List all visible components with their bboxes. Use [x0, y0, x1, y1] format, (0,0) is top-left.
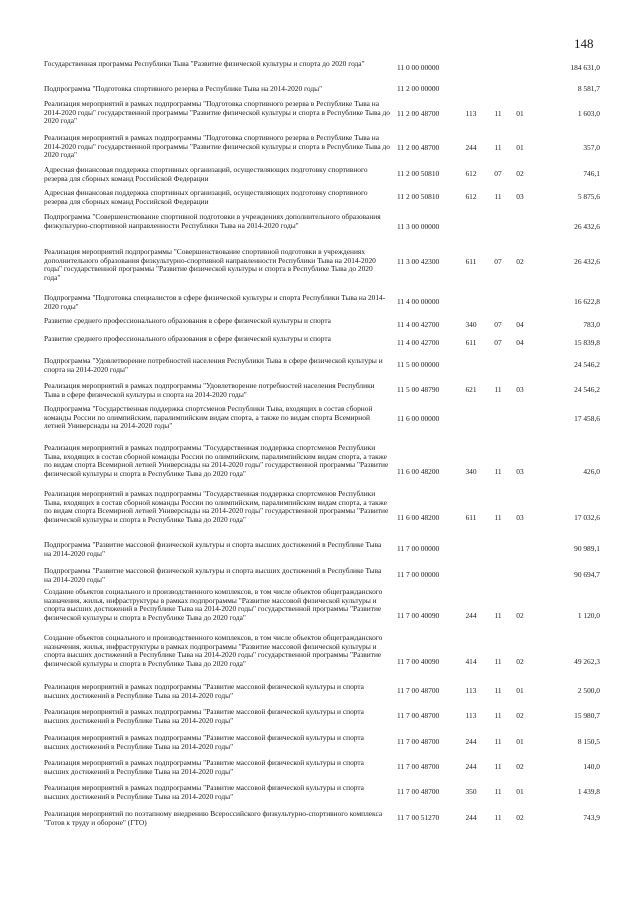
row-description: Реализация мероприятий в рамках подпрограммы "Развитие массовой физической культуры и спорта высших достижений в Республике Тыва на 2014-2020 годы" — [44, 707, 364, 725]
row-target-code: 11 6 00 48200 — [397, 513, 440, 522]
row-amount: 140,0 — [583, 762, 600, 771]
row-amount: 426,0 — [583, 467, 600, 476]
row-subsection: 01 — [516, 787, 524, 796]
row-target-code: 11 7 00 51270 — [397, 813, 440, 822]
row-target-code: 11 4 00 42700 — [397, 338, 440, 347]
row-subsection: 02 — [516, 813, 524, 822]
row-description: Подпрограмма "Совершенствование спортивной подготовки в учреждениях дополнительного образования физкультурно-спортивной направленности Республики Тыва на 2014-2020 годы" — [44, 212, 381, 230]
row-amount: 26 432,6 — [574, 257, 600, 266]
row-section: 11 — [494, 385, 502, 394]
row-section: 07 — [494, 320, 502, 329]
row-expense-type: 244 — [465, 143, 477, 152]
row-description: Подпрограмма "Удовлетворение потребностей населения Республики Тыва в сфере физической культуры и спорта на 2014-2020 годы" — [44, 356, 383, 374]
row-amount: 357,0 — [583, 143, 600, 152]
row-section: 11 — [494, 513, 502, 522]
row-section: 11 — [494, 762, 502, 771]
row-subsection: 02 — [516, 169, 524, 178]
row-target-code: 11 7 00 00000 — [397, 544, 440, 553]
row-target-code: 11 7 00 48700 — [397, 686, 440, 695]
row-expense-type: 612 — [465, 169, 477, 178]
row-expense-type: 340 — [465, 320, 477, 329]
row-section: 11 — [494, 737, 502, 746]
row-description: Подпрограмма "Развитие массовой физической культуры и спорта высших достижений в Республике Тыва на 2014-2020 годы" — [44, 566, 382, 584]
row-amount: 24 546,2 — [574, 385, 600, 394]
row-amount: 17 458,6 — [574, 414, 600, 423]
row-amount: 24 546,2 — [574, 360, 600, 369]
row-section: 07 — [494, 338, 502, 347]
row-subsection: 01 — [516, 143, 524, 152]
row-section: 11 — [494, 686, 502, 695]
row-expense-type: 244 — [465, 611, 477, 620]
row-description: Реализация мероприятий в рамках подпрограммы "Государственная поддержка спортсменов Республики Тыва, входящих в состав сборной команды России по олимпийским, паралимпийским видам спорта, а также по видам спорта Всемирной летней Универсиады на 2014-2020 годы" государственной программы "Развитие физической культуры и спорта в Республике Тыва до 2020 года" — [44, 489, 389, 524]
row-subsection: 02 — [516, 711, 524, 720]
row-expense-type: 611 — [465, 257, 477, 266]
row-description: Адресная финансовая поддержка спортивных организаций, осуществляющих подготовку спортивного резерва для сборных команд Российской Федерации — [44, 165, 368, 183]
row-section: 11 — [494, 657, 502, 666]
row-section: 11 — [494, 192, 502, 201]
row-description: Реализация мероприятий в рамках подпрограммы "Подготовка спортивного резерва в Республике Тыва на 2014-2020 годы" государственной программы "Развитие физической культуры и спорта в Республике Тыва до 2020 года" — [44, 99, 390, 126]
row-amount: 1 120,0 — [577, 611, 600, 620]
row-description: Развитие среднего профессионального образования в сфере физической культуры и спорта — [44, 316, 331, 325]
row-expense-type: 611 — [465, 338, 477, 347]
row-subsection: 01 — [516, 686, 524, 695]
row-amount: 8 150,5 — [577, 737, 600, 746]
row-description: Подпрограмма "Развитие массовой физической культуры и спорта высших достижений в Республике Тыва на 2014-2020 годы" — [44, 540, 382, 558]
row-target-code: 11 4 00 00000 — [397, 297, 440, 306]
row-expense-type: 113 — [465, 686, 477, 695]
row-section: 07 — [494, 257, 502, 266]
row-subsection: 04 — [516, 320, 524, 329]
row-subsection: 03 — [516, 192, 524, 201]
row-expense-type: 350 — [465, 787, 477, 796]
page-number: 148 — [574, 36, 594, 51]
row-target-code: 11 7 00 48700 — [397, 787, 440, 796]
row-target-code: 11 4 00 42700 — [397, 320, 440, 329]
row-description: Реализация мероприятий в рамках подпрограммы "Подготовка спортивного резерва в Республике Тыва на 2014-2020 годы" государственной программы "Развитие физической культуры и спорта в Республике Тыва до 2020 года" — [44, 133, 390, 160]
row-amount: 15 839,8 — [574, 338, 600, 347]
row-description: Подпрограмма "Государственная поддержка спортсменов Республики Тыва, входящих в состав сборной команды России по олимпийским, паралимпийским видам спорта, а также по видам спорта Всемирной летней Универсиады на 2014-2020 годы" — [44, 404, 373, 431]
row-target-code: 11 7 00 48700 — [397, 737, 440, 746]
row-subsection: 04 — [516, 338, 524, 347]
row-amount: 8 581,7 — [577, 84, 600, 93]
row-description: Реализация мероприятий по поэтапному внедрению Всероссийского физкультурно-спортивного комплекса "Готов к труду и обороне" (ГТО) — [44, 809, 383, 827]
row-section: 11 — [494, 467, 502, 476]
row-expense-type: 113 — [465, 711, 477, 720]
row-amount: 16 622,8 — [574, 297, 600, 306]
row-description: Реализация мероприятий в рамках подпрограммы "Развитие массовой физической культуры и спорта высших достижений в Республике Тыва на 2014-2020 годы" — [44, 758, 364, 776]
row-target-code: 11 2 00 48700 — [397, 109, 440, 118]
row-subsection: 01 — [516, 737, 524, 746]
row-section: 11 — [494, 787, 502, 796]
row-target-code: 11 0 00 00000 — [397, 63, 440, 72]
row-amount: 746,1 — [583, 169, 600, 178]
row-section: 11 — [494, 143, 502, 152]
row-target-code: 11 2 00 48700 — [397, 143, 440, 152]
row-target-code: 11 7 00 40090 — [397, 657, 440, 666]
row-description: Подпрограмма "Подготовка спортивного резерва в Республике Тыва на 2014-2020 годы" — [44, 84, 323, 93]
row-expense-type: 340 — [465, 467, 477, 476]
row-target-code: 11 2 00 00000 — [397, 84, 440, 93]
row-target-code: 11 6 00 48200 — [397, 467, 440, 476]
row-description: Реализация мероприятий в рамках подпрограммы "Развитие массовой физической культуры и спорта высших достижений в Республике Тыва на 2014-2020 годы" — [44, 682, 364, 700]
row-expense-type: 414 — [465, 657, 477, 666]
row-target-code: 11 5 00 48790 — [397, 385, 440, 394]
row-subsection: 01 — [516, 109, 524, 118]
row-amount: 90 989,1 — [574, 544, 600, 553]
row-expense-type: 244 — [465, 762, 477, 771]
row-expense-type: 611 — [465, 513, 477, 522]
row-target-code: 11 2 00 50810 — [397, 192, 440, 201]
row-section: 11 — [494, 813, 502, 822]
row-target-code: 11 7 00 48700 — [397, 711, 440, 720]
row-description: Государственная программа Республики Тыва "Развитие физической культуры и спорта до 2020 года" — [44, 59, 365, 68]
row-section: 11 — [494, 109, 502, 118]
row-description: Реализация мероприятий подпрограммы "Совершенствование спортивной подготовки в учреждениях дополнительного образования физкультурно-спортивной направленности Республики Тыва на 2014-2020 годы" государственной программы "Развитие физической культуры и спорта в Республике Тыва до 2020 года" — [44, 247, 376, 282]
row-amount: 743,9 — [583, 813, 600, 822]
row-amount: 2 500,0 — [577, 686, 600, 695]
row-amount: 1 603,0 — [577, 109, 600, 118]
row-section: 07 — [494, 169, 502, 178]
row-expense-type: 621 — [465, 385, 477, 394]
row-section: 11 — [494, 711, 502, 720]
row-description: Развитие среднего профессионального образования в сфере физической культуры и спорта — [44, 334, 331, 343]
row-target-code: 11 5 00 00000 — [397, 360, 440, 369]
row-description: Реализация мероприятий в рамках подпрограммы "Развитие массовой физической культуры и спорта высших достижений в Республике Тыва на 2014-2020 годы" — [44, 733, 364, 751]
row-subsection: 03 — [516, 385, 524, 394]
row-amount: 15 980,7 — [574, 711, 600, 720]
row-amount: 783,0 — [583, 320, 600, 329]
row-subsection: 02 — [516, 657, 524, 666]
row-expense-type: 612 — [465, 192, 477, 201]
row-expense-type: 244 — [465, 737, 477, 746]
row-subsection: 03 — [516, 467, 524, 476]
row-target-code: 11 3 00 00000 — [397, 222, 440, 231]
row-target-code: 11 7 00 40090 — [397, 611, 440, 620]
row-description: Создание объектов социального и производственного комплексов, в том числе объектов общегражданского назначения, жилья, инфраструктуры в рамках подпрограммы "Развитие массовой физической культуры и спорта высших достижений в Республике Тыва на 2014-2020 годы" государственной программы "Развитие физической культуры и спорта в Республике Тыва до 2020 года" — [44, 587, 383, 622]
row-description: Реализация мероприятий в рамках подпрограммы "Развитие массовой физической культуры и спорта высших достижений в Республике Тыва на 2014-2020 годы" — [44, 783, 364, 801]
row-amount: 49 262,3 — [574, 657, 600, 666]
row-amount: 17 032,6 — [574, 513, 600, 522]
row-target-code: 11 7 00 00000 — [397, 570, 440, 579]
row-target-code: 11 2 00 50810 — [397, 169, 440, 178]
row-expense-type: 113 — [465, 109, 477, 118]
row-amount: 1 439,8 — [577, 787, 600, 796]
row-target-code: 11 3 00 42300 — [397, 257, 440, 266]
row-description: Реализация мероприятий в рамках подпрограммы "Государственная поддержка спортсменов Республики Тыва, входящих в состав сборной команды России по олимпийским, паралимпийским видам спорта, а также по видам спорта Всемирной летней Универсиады на 2014-2020 годы" государственной программы "Развитие физической культуры и спорта в Республике Тыва до 2020 года" — [44, 443, 389, 478]
row-target-code: 11 6 00 00000 — [397, 414, 440, 423]
row-amount: 5 875,6 — [577, 192, 600, 201]
row-description: Адресная финансовая поддержка спортивных организаций, осуществляющих подготовку спортивного резерва для сборных команд Российской Федерации — [44, 188, 368, 206]
row-description: Создание объектов социального и производственного комплексов, в том числе объектов общегражданского назначения, жилья, инфраструктуры в рамках подпрограммы "Развитие массовой физической культуры и спорта высших достижений в Республике Тыва на 2014-2020 годы" государственной программы "Развитие физической культуры и спорта в Республике Тыва до 2020 года" — [44, 633, 383, 668]
row-subsection: 02 — [516, 762, 524, 771]
row-amount: 184 631,0 — [570, 63, 600, 72]
row-target-code: 11 7 00 48700 — [397, 762, 440, 771]
row-section: 11 — [494, 611, 502, 620]
row-expense-type: 244 — [465, 813, 477, 822]
row-subsection: 02 — [516, 611, 524, 620]
row-description: Подпрограмма "Подготовка специалистов в сфере физической культуры и спорта Республики Тыва на 2014-2020 годы" — [44, 293, 386, 311]
row-description: Реализация мероприятий в рамках подпрограммы "Удовлетворение потребностей населения Республики Тыва в сфере физической культуры и спорта на 2014-2020 годы" — [44, 381, 375, 399]
row-subsection: 02 — [516, 257, 524, 266]
row-amount: 26 432,6 — [574, 222, 600, 231]
row-subsection: 03 — [516, 513, 524, 522]
row-amount: 90 694,7 — [574, 570, 600, 579]
